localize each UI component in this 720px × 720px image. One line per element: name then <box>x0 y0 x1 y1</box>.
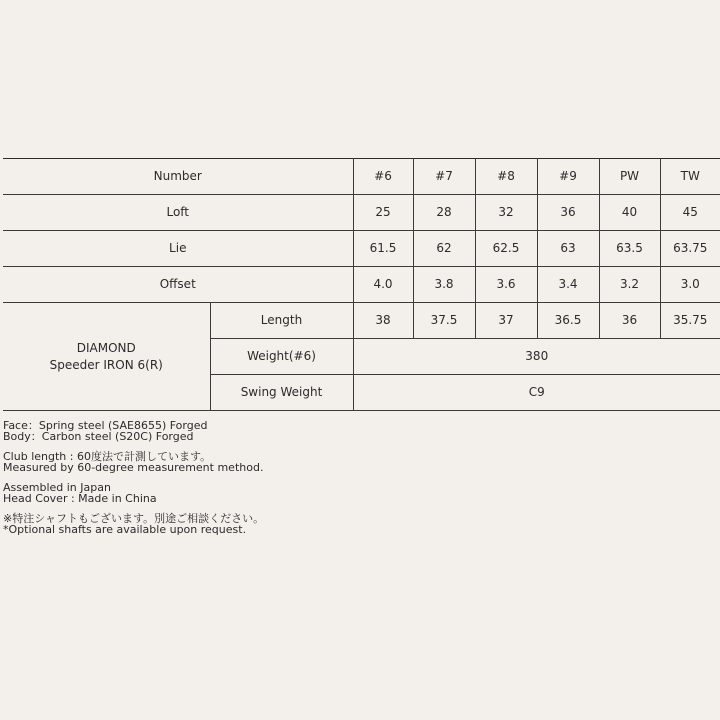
table-cell: 40 <box>599 195 660 231</box>
table-cell: 3.4 <box>537 267 599 303</box>
row-label-offset: Offset <box>3 267 353 303</box>
table-row-length <box>3 303 720 339</box>
table-cell: 25 <box>353 195 413 231</box>
note-club-length-jp: Club length : 60度法で計測しています。 <box>3 450 212 463</box>
row-label-weight: Weight(#6) <box>210 339 353 375</box>
table-cell: 63.5 <box>599 231 660 267</box>
spec-notes <box>3 421 703 545</box>
note-club-length-en: Measured by 60-degree measurement method. <box>3 460 264 474</box>
cell-club-7: #7 <box>413 159 475 195</box>
notes-origin <box>3 483 703 504</box>
table-row-number <box>3 159 720 195</box>
row-label-length: Length <box>210 303 353 339</box>
note-head-cover: Head Cover : Made in China <box>3 491 157 505</box>
table-cell: 62 <box>413 231 475 267</box>
note-face: Face：Spring steel (SAE8655) Forged <box>3 419 208 432</box>
cell-club-pw: PW <box>599 159 660 195</box>
notes-material <box>3 421 703 442</box>
table-cell: 3.8 <box>413 267 475 303</box>
table-cell: 38 <box>353 303 413 339</box>
note-optional-jp: ※特注シャフトもございます。別途ご相談ください。 <box>3 512 265 525</box>
table-cell: 32 <box>475 195 537 231</box>
cell-club-tw: TW <box>660 159 720 195</box>
notes-measurement <box>3 452 703 473</box>
note-optional-en: *Optional shafts are available upon request. <box>3 522 247 536</box>
row-label-loft: Loft <box>3 195 353 231</box>
spec-table <box>3 158 720 411</box>
table-cell: 28 <box>413 195 475 231</box>
table-row-lie <box>3 231 720 267</box>
table-cell: 36 <box>599 303 660 339</box>
cell-club-9: #9 <box>537 159 599 195</box>
shaft-name-line2: Speeder IRON 6(R) <box>49 357 163 372</box>
table-cell: 37.5 <box>413 303 475 339</box>
table-cell: 35.75 <box>660 303 720 339</box>
table-cell: 3.2 <box>599 267 660 303</box>
table-cell: 61.5 <box>353 231 413 267</box>
swing-weight-value: C9 <box>353 375 720 411</box>
row-label-lie: Lie <box>3 231 353 267</box>
table-cell: 3.6 <box>475 267 537 303</box>
row-label-swing-weight: Swing Weight <box>210 375 353 411</box>
table-cell: 62.5 <box>475 231 537 267</box>
table-row-loft <box>3 195 720 231</box>
shaft-name-line1: DIAMOND <box>76 341 136 356</box>
weight-value: 380 <box>353 339 720 375</box>
table-cell: 36 <box>537 195 599 231</box>
notes-optional <box>3 514 703 535</box>
cell-club-6: #6 <box>353 159 413 195</box>
note-body: Body：Carbon steel (S20C) Forged <box>3 429 194 443</box>
shaft-name-cell <box>3 303 210 411</box>
table-cell: 63.75 <box>660 231 720 267</box>
note-assembled: Assembled in Japan <box>3 481 111 494</box>
table-cell: 45 <box>660 195 720 231</box>
row-label-number: Number <box>3 159 353 195</box>
cell-club-8: #8 <box>475 159 537 195</box>
table-cell: 63 <box>537 231 599 267</box>
table-cell: 3.0 <box>660 267 720 303</box>
table-cell: 4.0 <box>353 267 413 303</box>
table-cell: 36.5 <box>537 303 599 339</box>
table-cell: 37 <box>475 303 537 339</box>
table-row-offset <box>3 267 720 303</box>
